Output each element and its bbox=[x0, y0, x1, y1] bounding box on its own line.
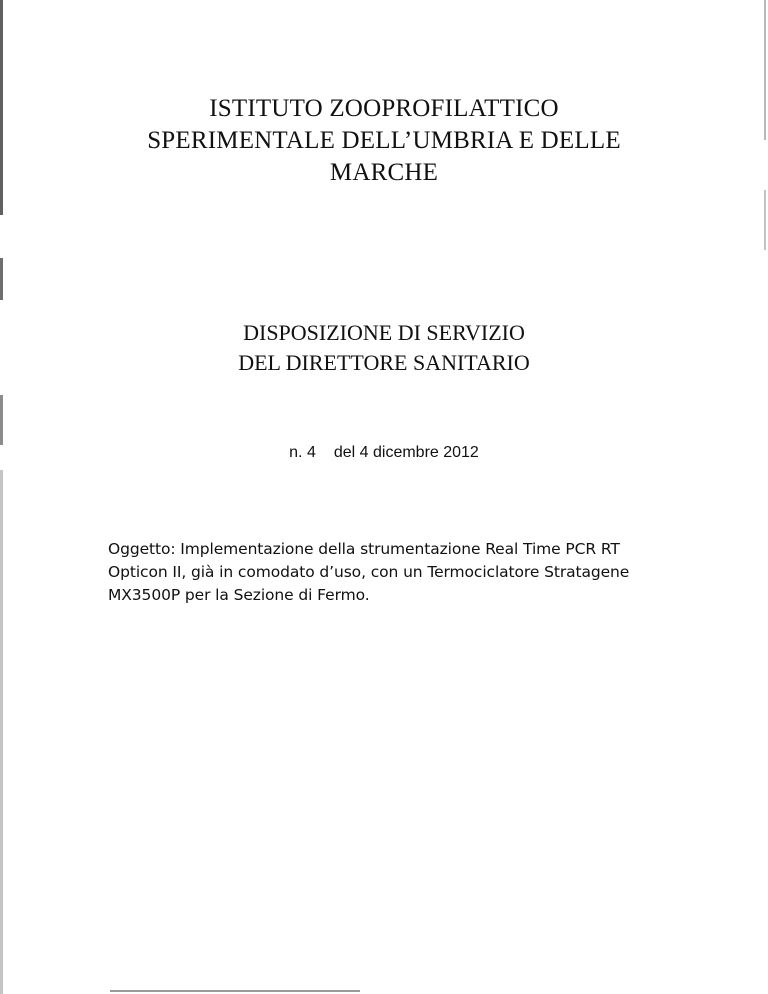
subject-line-2: Opticon II, già in comodato d’uso, con un Termociclatore Stratagene bbox=[108, 563, 630, 581]
disposition-date: del 4 dicembre 2012 bbox=[333, 444, 479, 461]
disposition-title bbox=[0, 318, 768, 378]
scan-bottom-line bbox=[110, 990, 360, 992]
institute-line-1: ISTITUTO ZOOPROFILATTICO bbox=[209, 95, 559, 122]
institute-line-2: SPERIMENTALE DELL’UMBRIA E DELLE bbox=[147, 127, 621, 154]
subject-line-3: MX3500P per la Sezione di Fermo. bbox=[108, 586, 370, 604]
institute-line-3: MARCHE bbox=[329, 159, 439, 186]
institute-name bbox=[0, 93, 768, 189]
disposition-line-2: DEL DIRETTORE SANITARIO bbox=[238, 350, 530, 375]
subject-line-1: Oggetto: Implementazione della strumentazione Real Time PCR RT bbox=[108, 540, 620, 558]
reference-line bbox=[0, 443, 768, 463]
disposition-number: n. 4 bbox=[289, 444, 316, 461]
disposition-line-1: DISPOSIZIONE DI SERVIZIO bbox=[243, 320, 525, 345]
subject-block bbox=[108, 538, 678, 607]
